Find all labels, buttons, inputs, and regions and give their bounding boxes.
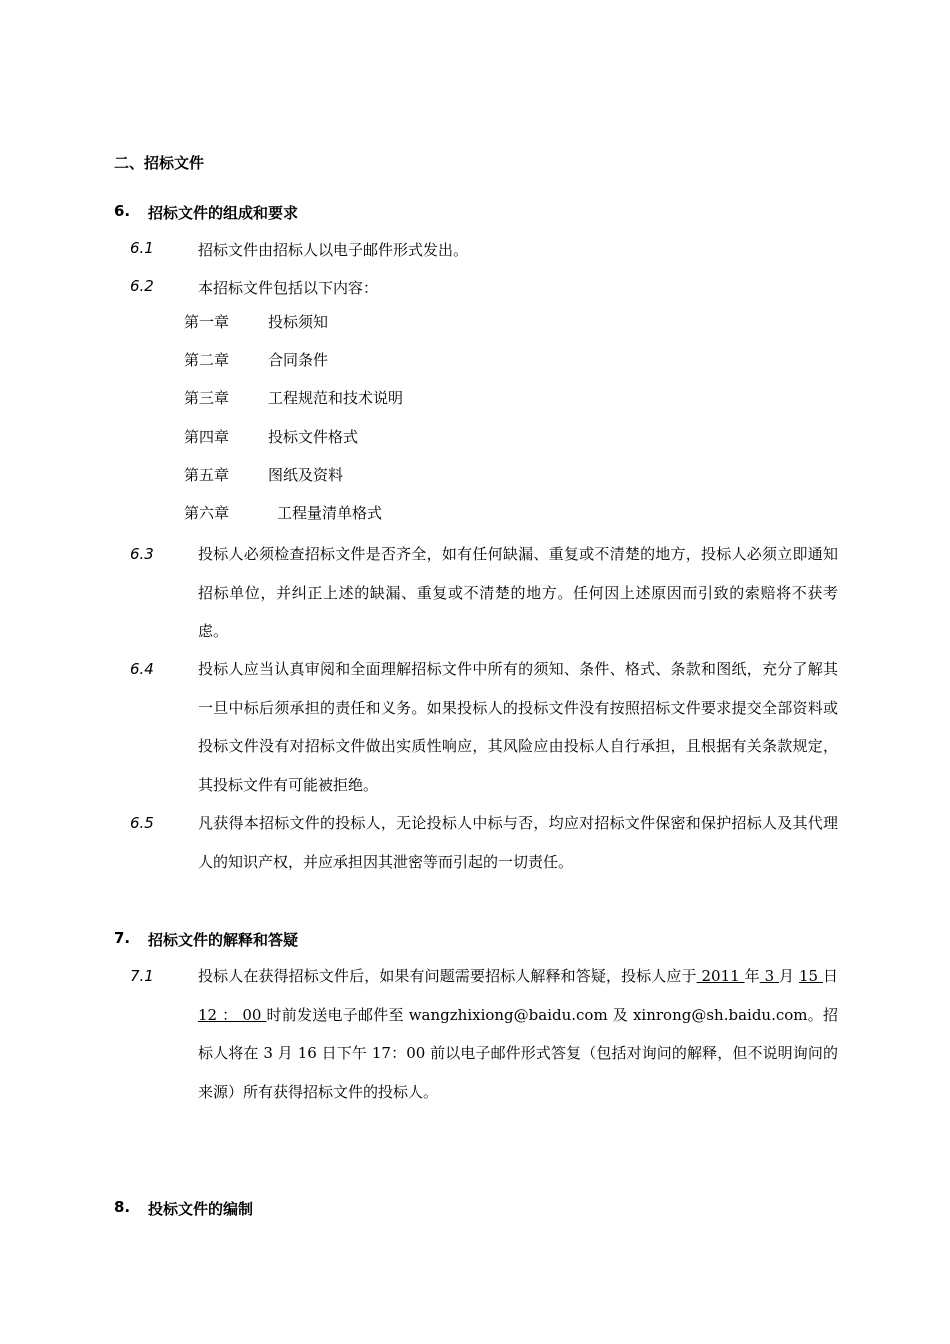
chapter-1-label: 第一章 — [184, 313, 230, 331]
item-6-1-number: 6.1 — [130, 239, 154, 257]
section-8-title: 投标文件的编制 — [148, 1200, 254, 1218]
chapter-5-title: 图纸及资料 — [268, 466, 344, 484]
deadline-year-unit: 年 — [744, 967, 760, 985]
item-7-1-number: 7.1 — [130, 967, 154, 985]
deadline-time: 12 ： 00 — [198, 1005, 267, 1024]
deadline-month: 3 — [759, 967, 779, 985]
chapter-2-title: 合同条件 — [268, 351, 329, 369]
chapter-4-label: 第四章 — [184, 428, 230, 446]
item-7-1-text-part1: 投标人在获得招标文件后，如果有问题需要招标人解释和答疑，投标人应于 — [198, 967, 697, 985]
chapter-1-title: 投标须知 — [268, 313, 329, 331]
item-6-4-number: 6.4 — [130, 660, 154, 678]
chapter-2-label: 第二章 — [184, 351, 230, 369]
deadline-day-unit: 日 — [822, 967, 838, 985]
chapter-3-label: 第三章 — [184, 389, 230, 407]
section-7-number: 7. — [114, 929, 131, 947]
item-6-5-number: 6.5 — [130, 814, 154, 832]
chapter-5-label: 第五章 — [184, 466, 230, 484]
section-6-number: 6. — [114, 202, 131, 220]
chapter-6-label: 第六章 — [184, 504, 230, 522]
deadline-year: 2011 — [696, 967, 745, 985]
item-6-5-text: 凡获得本招标文件的投标人，无论投标人中标与否，均应对招标文件保密和保护招标人及其代理人的知识产权，并应承担因其泄密等而引起的一切责任。 — [198, 814, 838, 871]
section-7-title: 招标文件的解释和答疑 — [148, 931, 299, 949]
item-6-3-text: 投标人必须检查招标文件是否齐全，如有任何缺漏、重复或不清楚的地方，投标人必须立即通知招标单位，并纠正上述的缺漏、重复或不清楚的地方。任何因上述原因而引致的索赔将不获考虑。 — [198, 545, 838, 640]
section-8-number: 8. — [114, 1198, 131, 1216]
chapter-3-title: 工程规范和技术说明 — [268, 389, 404, 407]
item-7-1-text — [198, 957, 838, 1111]
chapter-4-title: 投标文件格式 — [268, 428, 359, 446]
chapter-6-title: 工程量清单格式 — [277, 504, 383, 522]
item-6-1-text: 招标文件由招标人以电子邮件形式发出。 — [198, 241, 469, 259]
deadline-day: 15 — [799, 967, 823, 985]
item-6-2-number: 6.2 — [130, 277, 154, 295]
section-6-title: 招标文件的组成和要求 — [148, 204, 299, 222]
section-title: 二、招标文件 — [114, 154, 205, 172]
item-6-2-text: 本招标文件包括以下内容： — [198, 279, 379, 297]
item-7-1-text-part2: 时前发送电子邮件至 wangzhixiong@baidu.com 及 xinrong@sh.baidu.com。招标人将在 3 月 16 日下午 17：00 前以电子邮件形式答复（包括对询问的解释，但不说明询问的来源）所有获得招标文件的投标人。 — [198, 1005, 838, 1101]
item-6-4-text: 投标人应当认真审阅和全面理解招标文件中所有的须知、条件、格式、条款和图纸，充分了解其一旦中标后须承担的责任和义务。如果投标人的投标文件没有按照招标文件要求提交全部资料或投标文件没有对招标文件做出实质性响应，其风险应由投标人自行承担，且根据有关条款规定，其投标文件有可能被拒绝。 — [198, 660, 838, 794]
deadline-month-unit: 月 — [779, 967, 795, 985]
item-6-3-number: 6.3 — [130, 545, 154, 563]
